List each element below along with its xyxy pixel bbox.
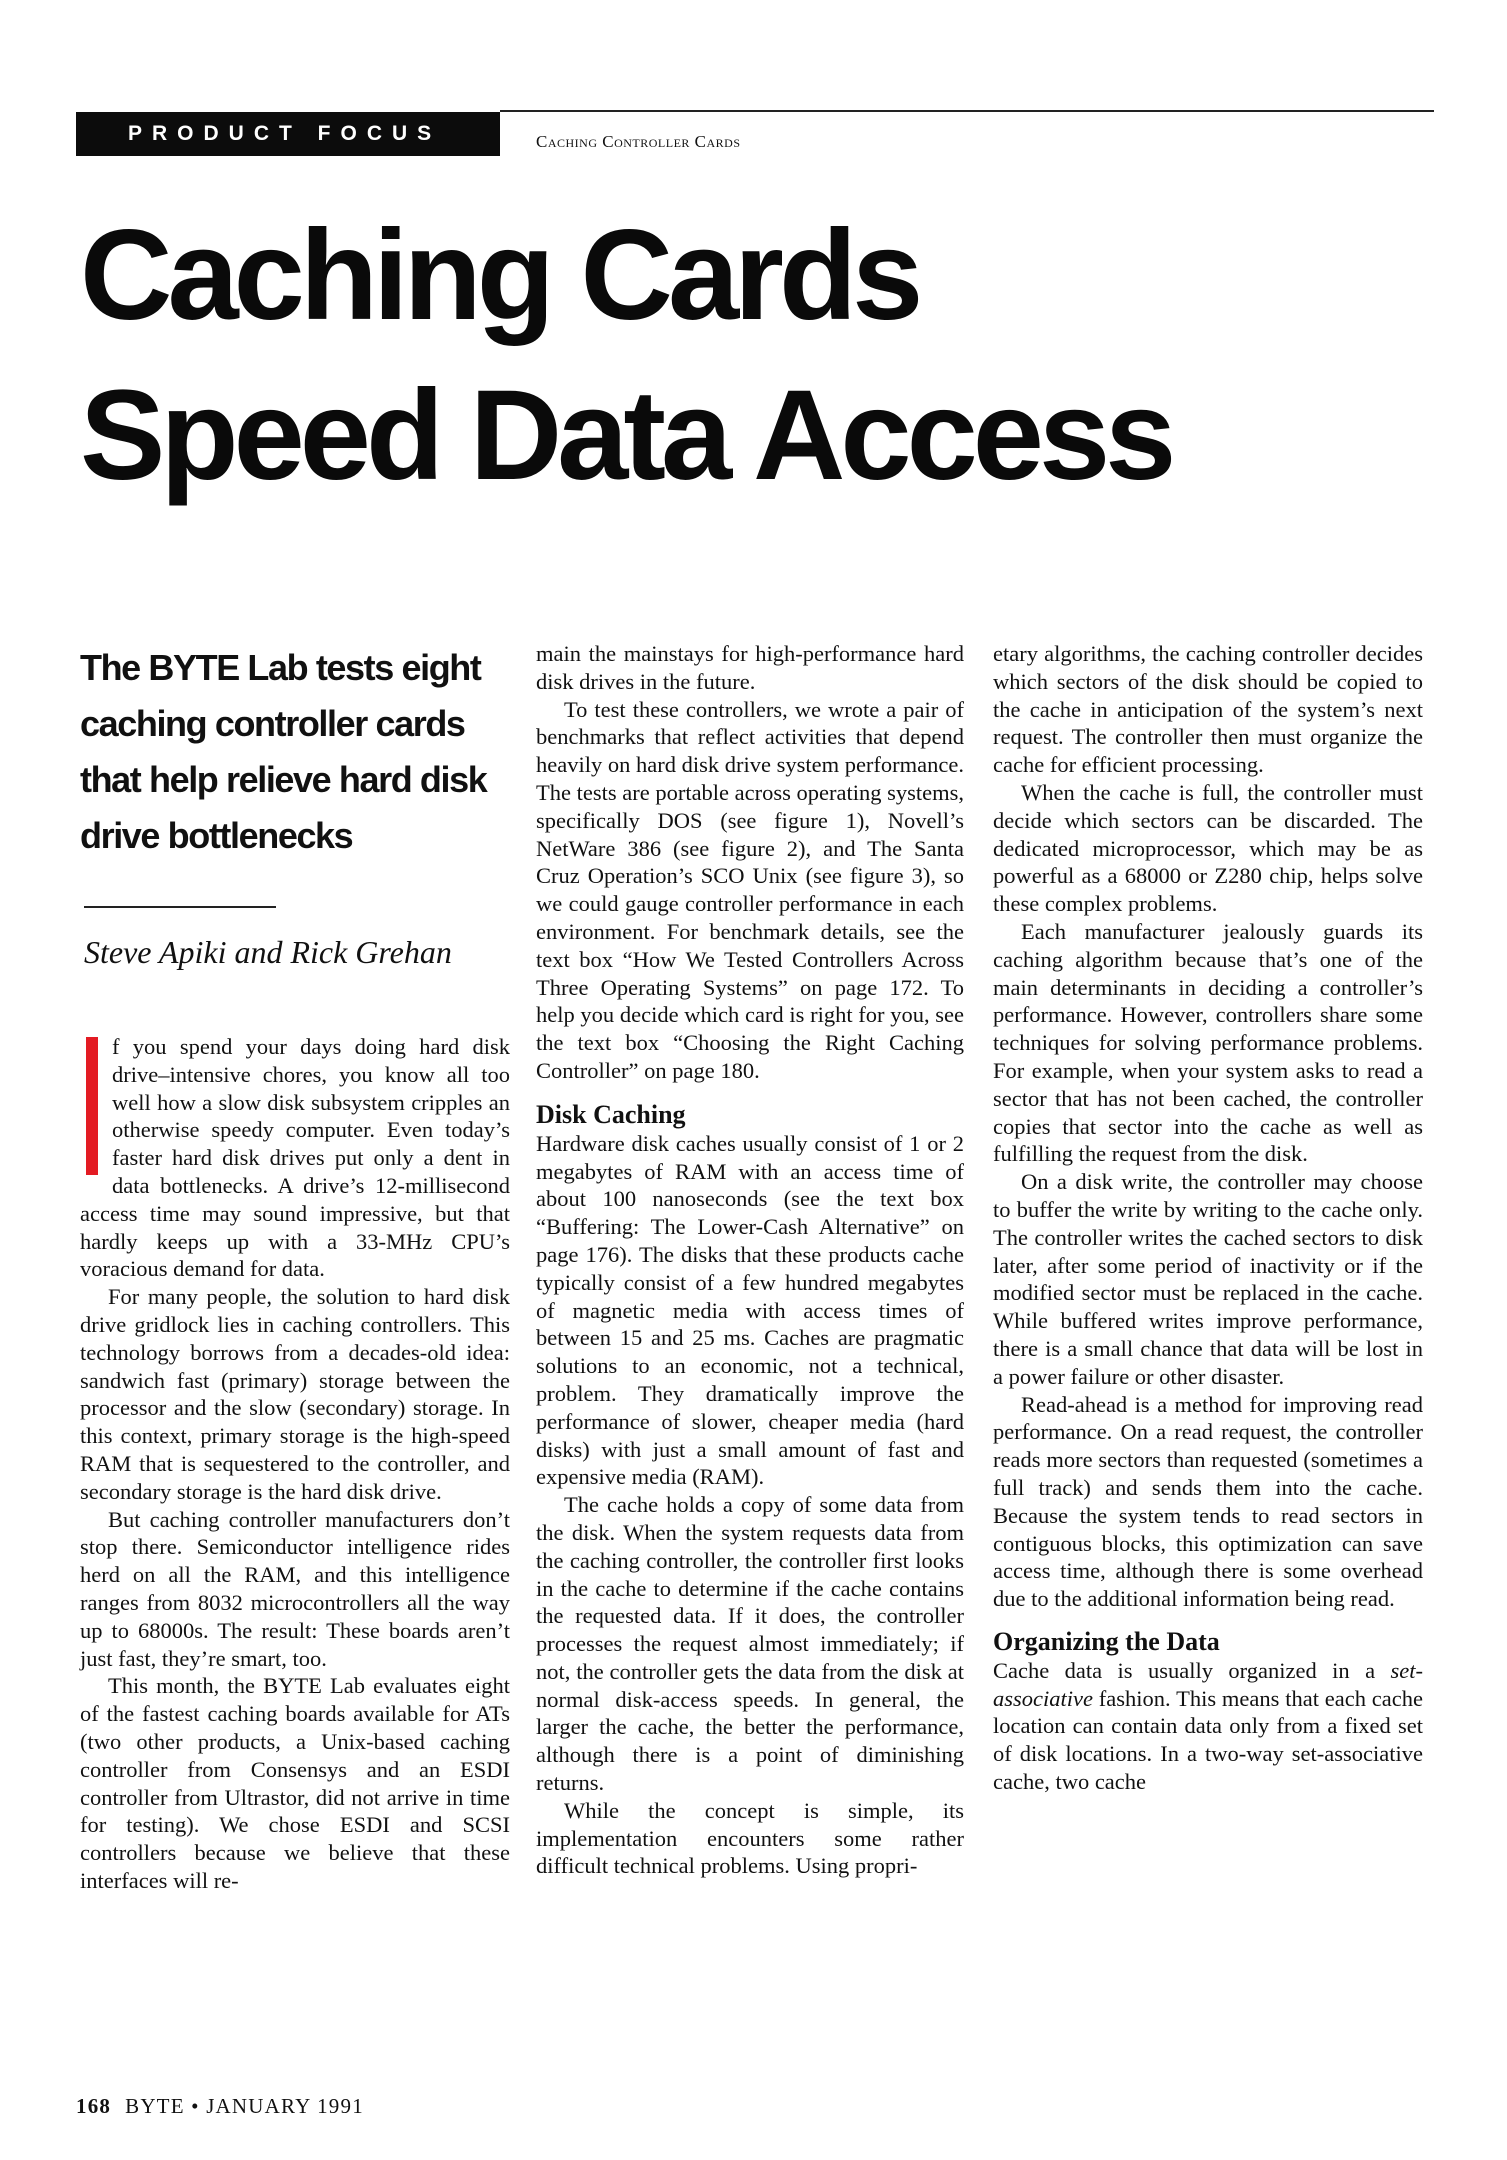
paragraph: For many people, the solution to hard disk drive gridlock lies in caching controllers. This technology borrows from a decades-old idea: sandwich fast (primary) storage between the processor and the slow (secondary) storage. In this context, primary storage is the high-speed RAM that is sequestered to the controller, and secondary storage is the hard disk drive. xyxy=(80,1284,510,1504)
paragraph: The cache holds a copy of some data from the disk. When the system requests data from the caching controller, the controller first looks in the cache to determine if the cache contains the requested data. If it does, the controller processes the request almost immediately; if not, the controller gets the data from the disk at normal disk-access speeds. In general, the larger the cache, the better the performance, although there is a point of diminishing returns. xyxy=(536,1492,964,1796)
paragraph: While the concept is simple, its implementation encounters some rather difficult technical problems. Using propri- xyxy=(536,1797,964,1879)
column-2 xyxy=(536,640,964,1880)
body-text xyxy=(80,1033,510,1895)
paragraph-text: fashion. This means that each cache location can contain data only from a fixed set of disk locations. In a two-way set-associative cache, two cache xyxy=(993,1685,1423,1795)
page-number: 168 xyxy=(76,2094,112,2118)
paragraph: Read-ahead is a method for improving read performance. On a read request, the controller reads more sectors than requested (sometimes a full track) and sends them into the cache. Because the system tends to read sectors in contiguous blocks, this optimization can save access time, although there is some overhead due to the additional information being read. xyxy=(993,1391,1423,1612)
header-rule xyxy=(500,110,1434,112)
page-footer xyxy=(76,2094,364,2119)
paragraph-text: f you spend your days doing hard disk drive–intensive chores, you know all too well how a slow disk subsystem cripples an otherwise speedy computer. Even today’s faster hard disk drives put only a dent in data bottlenecks. A drive’s 12-millisecond access time may sound impressive, but that hardly keeps up with a 33-MHz CPU’s voracious demand for data. xyxy=(80,1034,510,1282)
headline xyxy=(80,196,1171,516)
publication-line: BYTE • JANUARY 1991 xyxy=(125,2094,364,2118)
paragraph: To test these controllers, we wrote a pair of benchmarks that reflect activities that depend heavily on hard disk drive system performance. The tests are portable across operating systems, specifically DOS (see figure 1), Novell’s NetWare 386 (see figure 2), and The Santa Cruz Operation’s SCO Unix (see figure 3), so we could gauge controller performance in each environment. For benchmark details, see the text box “How We Tested Controllers Across Three Operating Systems” on page 172. To help you decide which card is right for you, see the text box “Choosing the Right Caching Controller” on page 180. xyxy=(536,696,964,1083)
subhead-disk-caching: Disk Caching xyxy=(536,1099,686,1129)
paragraph: On a disk write, the controller may choose to buffer the write by writing to the cache only. The controller writes the cached sectors to disk later, after some period of inactivity or if the modified sector must be replaced in the cache. While buffered writes improve performance, there is a small chance that data will be lost in a power failure or other disaster. xyxy=(993,1169,1423,1389)
section-tag: PRODUCT FOCUS xyxy=(76,112,500,156)
paragraph: But caching controller manufacturers don’t stop there. Semiconductor intelligence rides herd on all the RAM, and this intelligence ranges from 8032 microcontrollers all the way up to 68000s. The result: These boards aren’t just fast, they’re smart, too. xyxy=(80,1506,510,1671)
column-3 xyxy=(993,640,1423,1796)
paragraph: etary algorithms, the caching controller decides which sectors of the disk should be copied to the cache in anticipation of the system’s next request. The controller then must organize the cache for efficient processing. xyxy=(993,641,1423,778)
subhead-organizing-data: Organizing the Data xyxy=(993,1626,1220,1656)
paragraph: main the mainstays for high-performance hard disk drives in the future. xyxy=(536,641,964,694)
paragraph xyxy=(993,1657,1423,1796)
paragraph-text: Cache data is usually organized in a xyxy=(993,1657,1391,1683)
paragraph: This month, the BYTE Lab evaluates eight of the fastest caching boards available for ATs (two other products, a Unix-based caching controller from Consensys and an ESDI controller from Ultrastor, did not arrive in time for testing). We chose ESDI and SCSI controllers because we believe that these interfaces will re- xyxy=(80,1673,510,1893)
headline-line-2: Speed Data Access xyxy=(80,364,1172,507)
byline: Steve Apiki and Rick Grehan xyxy=(84,934,452,970)
running-head: Caching Controller Cards xyxy=(536,132,741,151)
column-1 xyxy=(80,640,510,1895)
paragraph: Each manufacturer jealously guards its caching algorithm because that’s one of the main determinants in deciding a controller’s performance. However, controllers share some techniques for solving performance problems. For example, when your system asks to read a sector that has not been cached, the controller copies that sector into the cache as well as fulfilling the request from the disk. xyxy=(993,918,1423,1167)
headline-line-1: Caching Cards xyxy=(80,204,919,347)
deck: The BYTE Lab tests eight caching controller cards that help relieve hard disk drive bottlenecks xyxy=(80,647,487,856)
paragraph xyxy=(80,1033,510,1283)
paragraph: When the cache is full, the controller must decide which sectors can be discarded. The dedicated microprocessor, which may be as powerful as a 68000 or Z280 chip, helps solve these complex problems. xyxy=(993,779,1423,917)
body-text xyxy=(993,640,1423,1796)
body-text xyxy=(536,640,964,1880)
italic-term: set-associative xyxy=(993,1657,1423,1711)
drop-cap-bar xyxy=(86,1037,98,1175)
paragraph: Hardware disk caches usually consist of 1 or 2 megabytes of RAM with an access time of about 100 nanoseconds (see the text box “Buffering: The Lower-Cash Alternative” on page 176). The disks that these products cache typically consist of a few hundred megabytes of magnetic media with access times of between 15 and 25 ms. Caches are pragmatic solutions to an economic, not a technical, problem. They dramatically improve the performance of slower, cheaper media (hard disks) with just a small amount of fast and expensive media (RAM). xyxy=(536,1130,964,1490)
deck-rule xyxy=(84,906,276,908)
